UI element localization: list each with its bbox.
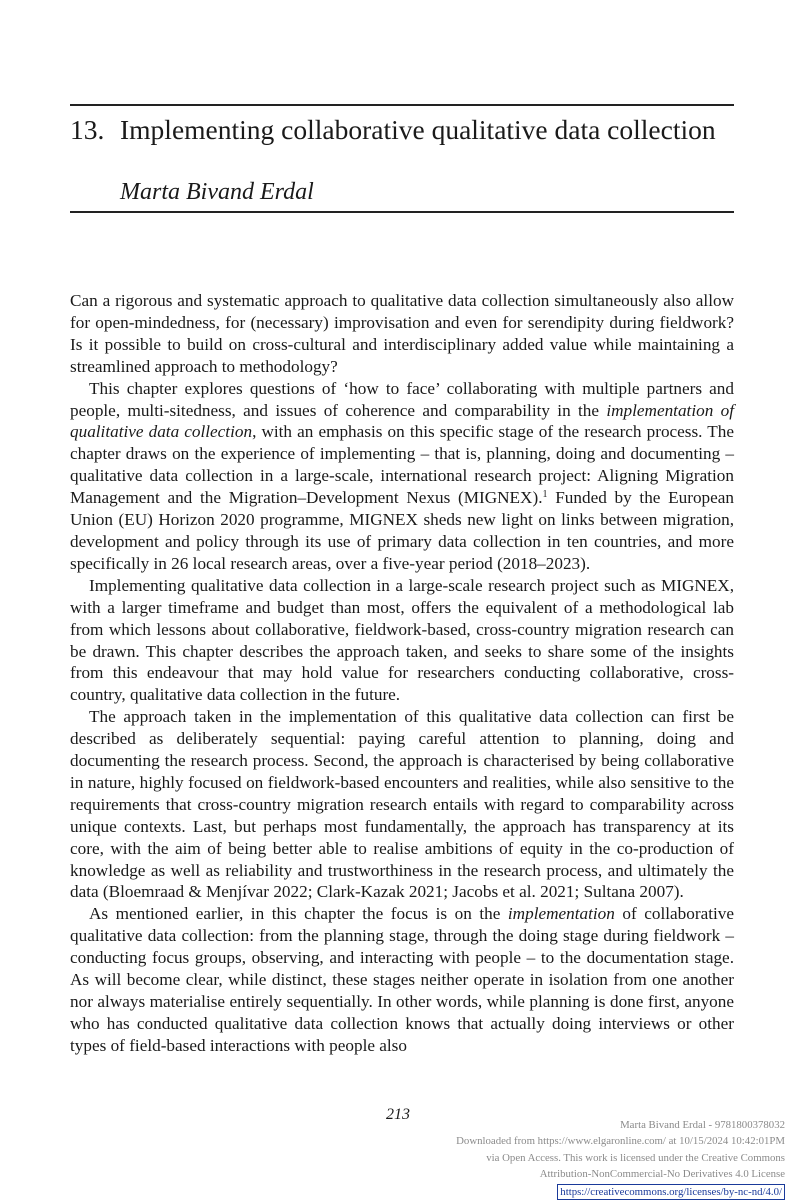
header-bottom-rule — [70, 211, 734, 213]
header-top-rule — [70, 104, 734, 106]
paragraph-4: The approach taken in the implementation of this qualitative data collection can first be described as deliberately sequential: paying careful attention to planning, doing and documenting the research process. Second, the approach is characterised by being collaborative in nature, highly focused on fieldwork-based encounters and realities, while also sensitive to the requirements that cross-country migration research entails with regard to comparability across unique contexts. Last, but perhaps most fundamentally, the approach has transparency at its core, with the aim of being better able to realise ambitions of equity in the co-production of knowledge as well as reliability and trustworthiness in the research process, and ultimately the data (Bloemraad & Menjívar 2022; Clark-Kazak 2021; Jacobs et al. 2021; Sultana 2007). — [70, 707, 734, 902]
chapter-body — [70, 290, 734, 1057]
page-number: 213 — [386, 1106, 410, 1123]
chapter-author: Marta Bivand Erdal — [120, 179, 314, 205]
license-author-isbn: Marta Bivand Erdal - 9781800378032 — [620, 1119, 785, 1131]
chapter-title: Implementing collaborative qualitative data collection — [120, 114, 716, 145]
license-link[interactable]: https://creativecommons.org/licenses/by-nc-nd/4.0/ — [557, 1184, 785, 1200]
license-download-info: Downloaded from https://www.elgaronline.com/ at 10/15/2024 10:42:01PM — [456, 1135, 785, 1148]
emphasis: implementation — [507, 904, 615, 924]
footnote-marker[interactable]: 1 — [542, 489, 548, 501]
license-open-access: via Open Access. This work is licensed under the Creative Commons — [486, 1151, 785, 1164]
paragraph-3: Implementing qualitative data collection in a large-scale research project such as MIGNEX, with a larger timeframe and budget than most, offers the equivalent of a methodological lab from which lessons about collaborative, fieldwork-based, cross-country migration research can be drawn. This chapter describes the approach taken, and seeks to share some of the insights from this endeavour that may hold value for researchers conducting collaborative, cross-country, qualitative data collection in the future. — [70, 575, 734, 705]
license-watermark — [456, 1117, 785, 1200]
license-type: Attribution-NonCommercial-No Derivatives 4.0 License — [539, 1168, 785, 1181]
paragraph-5: As mentioned earlier, in this chapter the focus is on the implementation of collaborative qualitative data collection: from the planning stage, through the doing stage during fieldwork – conducting focus groups, observing, and interacting with people – to the documentation stage. As will become clear, while distinct, these stages neither operate in isolation from one another nor always materialise entirely sequentially. In other words, while planning is done first, anyone who has conducted qualitative data collection knows that actually doing interviews or other types of field-based interactions with people also — [70, 904, 734, 1055]
paragraph-2: This chapter explores questions of ‘how to face’ collaborating with multiple partners and people, multi-sitedness, and issues of coherence and comparability in the implementation of qualitative data collection, with an emphasis on this specific stage of the research process. The chapter draws on the experience of implementing – that is, planning, doing and documenting – qualitative data collection in a large-scale, international research project: Aligning Migration Management and the Migration–Development Nexus (MIGNEX).$^1$ Funded by the European Union (EU) Horizon 2020 programme, MIGNEX sheds new light on links between migration, development and policy through its use of primary data collection in ten countries, and more specifically in 26 local research areas, over a five-year period (2018–2023). — [70, 378, 734, 573]
paragraph-1: Can a rigorous and systematic approach to qualitative data collection simultaneously also allow for open-mindedness, for (necessary) improvisation and even for serendipity during fieldwork? Is it possible to build on cross-cultural and interdisciplinary added value while maintaining a streamlined approach to methodology? — [70, 291, 734, 376]
emphasis: implementation of qualitative data collection — [70, 400, 734, 442]
chapter-number: 13. — [70, 114, 105, 145]
